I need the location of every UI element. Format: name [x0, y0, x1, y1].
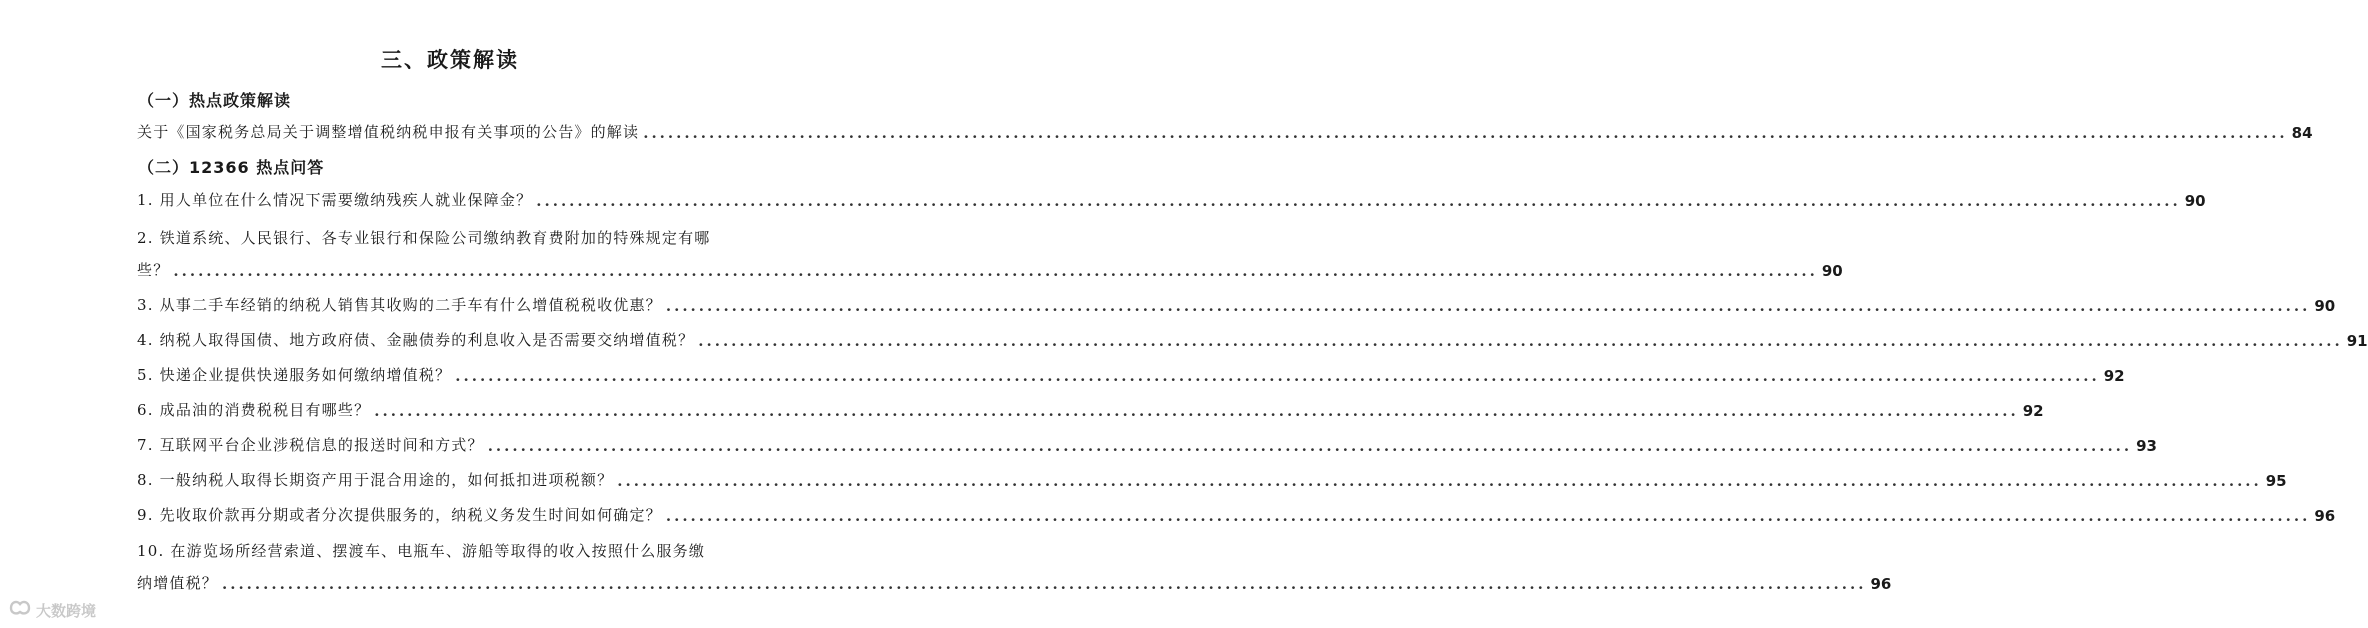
leader-dots: ........................................................................................................................................................................................................: [487, 437, 2133, 455]
toc-entry-page: 90: [2184, 192, 2206, 210]
toc-entry[interactable]: [137, 501, 2336, 525]
toc-entry-text: 3. 从事二手车经销的纳税人销售其收购的二手车有什么增值税税收优惠？: [137, 296, 662, 314]
leader-dots: ........................................................................................................................................................................................................: [665, 507, 2311, 525]
toc-entry-page: 96: [2314, 507, 2336, 525]
toc-entry-text: 1. 用人单位在什么情况下需要缴纳残疾人就业保障金？: [137, 191, 533, 209]
toc-entry-page: 91: [2346, 332, 2368, 350]
toc-entry[interactable]: [137, 256, 1843, 280]
leader-dots: ........................................................................................................................................................................................................: [643, 124, 2288, 142]
toc-entry-page: 95: [2265, 472, 2287, 490]
leader-dots: ........................................................................................................................................................................................................: [536, 192, 2181, 210]
toc-entry[interactable]: [137, 291, 2336, 315]
toc-entry-text: 8. 一般纳税人取得长期资产用于混合用途的，如何抵扣进项税额？: [137, 471, 614, 489]
toc-entry-text: 些？: [137, 261, 170, 279]
page-title: 三、政策解读: [381, 48, 519, 72]
leader-dots: ........................................................................................................................................................................................................: [222, 575, 1867, 593]
toc-entry-line1[interactable]: 2. 铁道系统、人民银行、各专业银行和保险公司缴纳教育费附加的特殊规定有哪: [137, 229, 711, 247]
toc-entry[interactable]: [137, 431, 2157, 455]
logo-mark-icon: [8, 598, 32, 622]
leader-dots: ........................................................................................................................................................................................................: [617, 472, 2262, 490]
toc-entry-text: 7. 互联网平台企业涉税信息的报送时间和方式？: [137, 436, 484, 454]
toc-entry-page: 92: [2103, 367, 2125, 385]
toc-entry-page: 92: [2022, 402, 2044, 420]
toc-entry[interactable]: [137, 569, 1892, 593]
toc-entry-page: 90: [1821, 262, 1843, 280]
toc-entry[interactable]: [137, 466, 2287, 490]
toc-entry[interactable]: [137, 396, 2044, 420]
section-heading-hot-policy: （一）热点政策解读: [138, 91, 292, 110]
toc-entry[interactable]: [137, 118, 2313, 142]
toc-entry[interactable]: [137, 326, 2368, 350]
leader-dots: ........................................................................................................................................................................................................: [173, 262, 1818, 280]
toc-entry-text: 5. 快递企业提供快递服务如何缴纳增值税？: [137, 366, 452, 384]
leader-dots: ........................................................................................................................................................................................................: [455, 367, 2100, 385]
toc-entry[interactable]: [137, 186, 2206, 210]
toc-entry-text: 4. 纳税人取得国债、地方政府债、金融债券的利息收入是否需要交纳增值税？: [137, 331, 695, 349]
section-heading-12366-qa: （二）12366 热点问答: [138, 158, 325, 177]
toc-entry-line1[interactable]: 10. 在游览场所经营索道、摆渡车、电瓶车、游船等取得的收入按照什么服务缴: [137, 542, 706, 560]
toc-entry-page: 90: [2314, 297, 2336, 315]
leader-dots: ........................................................................................................................................................................................................: [374, 402, 2019, 420]
toc-entry-text: 关于《国家税务总局关于调整增值税纳税申报有关事项的公告》的解读: [137, 123, 640, 141]
toc-entry[interactable]: [137, 361, 2125, 385]
leader-dots: ........................................................................................................................................................................................................: [698, 332, 2343, 350]
watermark: [8, 599, 96, 621]
leader-dots: ........................................................................................................................................................................................................: [665, 297, 2311, 315]
toc-entry-text: 6. 成品油的消费税税目有哪些？: [137, 401, 371, 419]
watermark-text: 大数跨境: [36, 601, 97, 620]
toc-entry-page: 96: [1870, 575, 1892, 593]
toc-entry-text: 9. 先收取价款再分期或者分次提供服务的，纳税义务发生时间如何确定？: [137, 506, 662, 524]
toc-entry-page: 93: [2136, 437, 2157, 455]
toc-entry-text: 纳增值税？: [137, 574, 219, 592]
toc-entry-page: 84: [2291, 124, 2313, 142]
